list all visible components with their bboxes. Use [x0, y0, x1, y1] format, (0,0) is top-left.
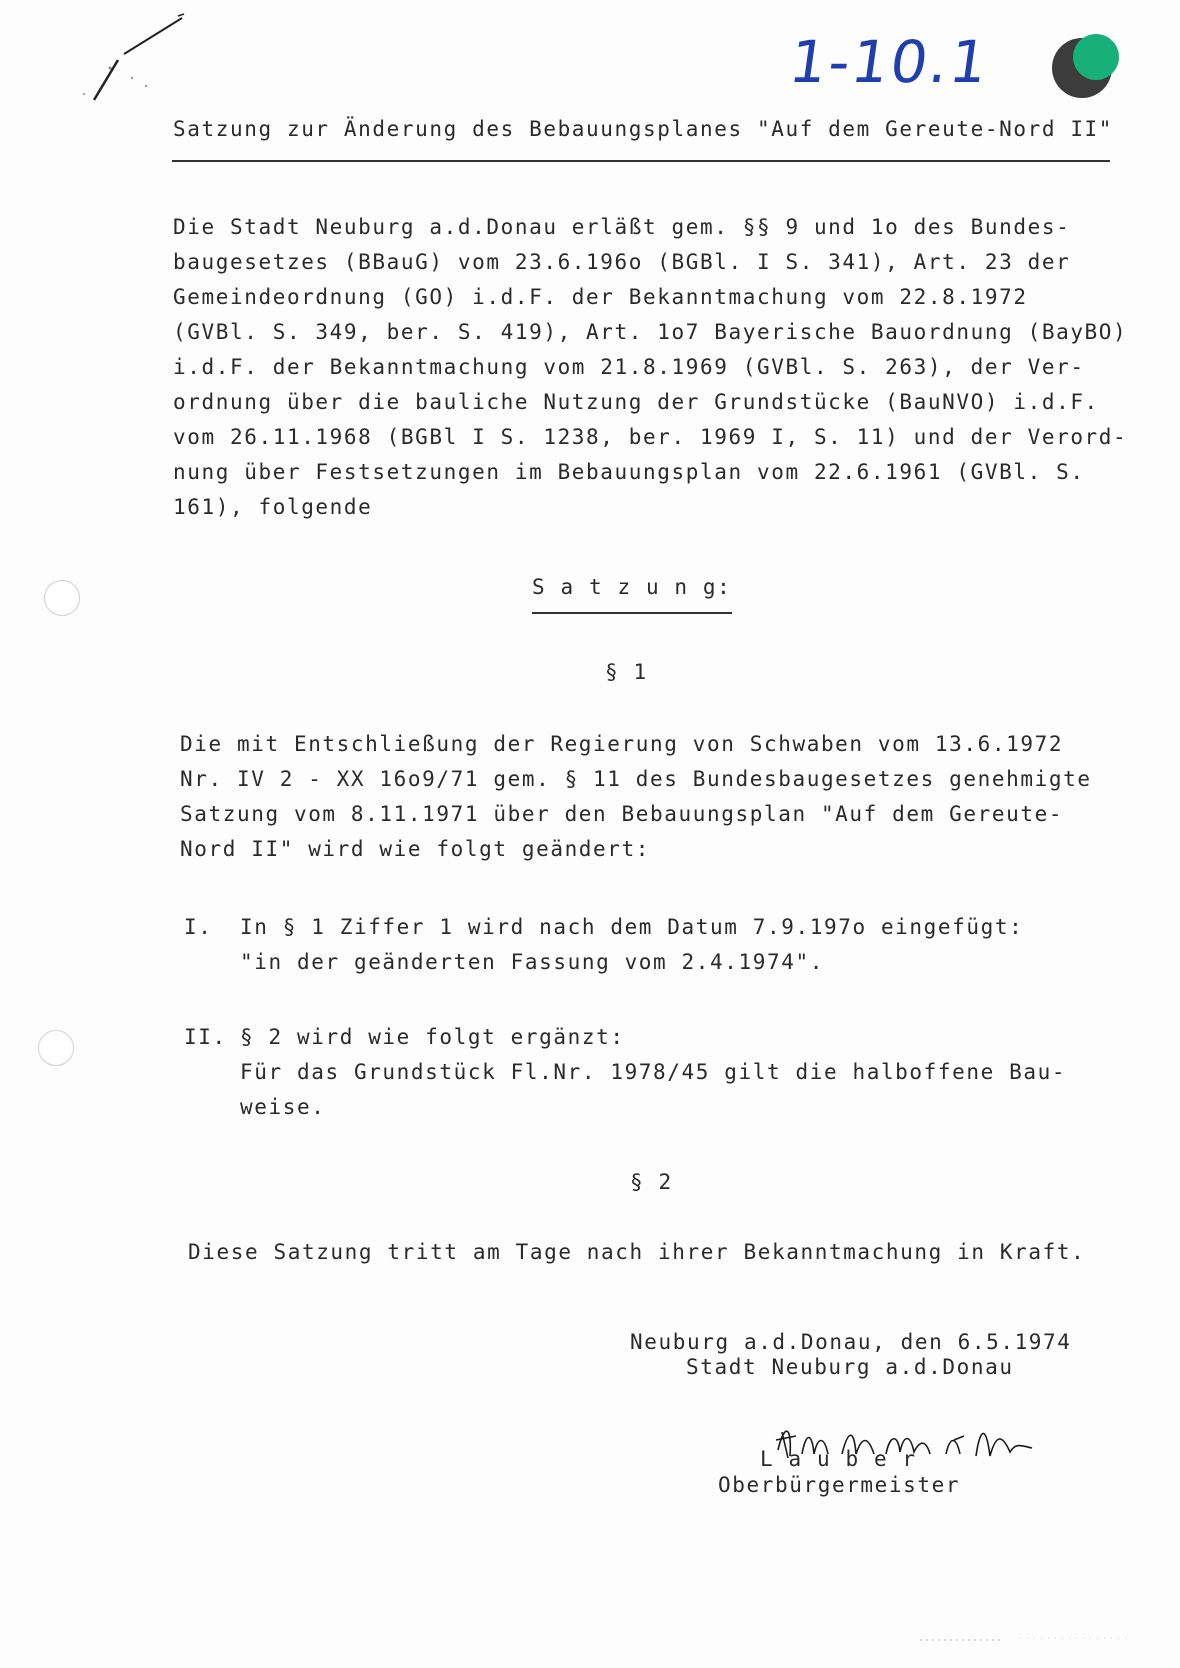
item-i-marker: I.	[184, 915, 213, 939]
punch-hole	[38, 1030, 74, 1066]
document-title: Satzung zur Änderung des Bebauungsplanes "Auf dem Gereute-Nord II"	[173, 117, 1114, 141]
satzung-underline	[532, 612, 732, 614]
section-1-heading: § 1	[605, 660, 648, 684]
authority-line: Stadt Neuburg a.d.Donau	[686, 1355, 1014, 1379]
item-ii-line: § 2 wird wie folgt ergänzt:	[240, 1025, 625, 1049]
punch-hole	[44, 580, 80, 616]
section-2-heading: § 2	[630, 1170, 673, 1194]
preamble-line: vom 26.11.1968 (BGBl I S. 1238, ber. 1969 I, S. 11) und der Verord-	[173, 425, 1128, 449]
section-1-line: Nord II" wird wie folgt geändert:	[180, 837, 651, 861]
title-underline	[172, 160, 1110, 162]
section-1-line: Die mit Entschließung der Regierung von Schwaben vom 13.6.1972	[180, 732, 1064, 756]
pen-scribble-mark	[60, 8, 200, 108]
item-ii-line: weise.	[240, 1095, 326, 1119]
green-sticker-dot	[1073, 34, 1119, 80]
signatory-name: L a u b e r	[760, 1447, 917, 1471]
section-1-line: Nr. IV 2 - XX 16o9/71 gem. § 11 des Bundesbaugesetzes genehmigte	[180, 767, 1092, 791]
place-date-line: Neuburg a.d.Donau, den 6.5.1974	[630, 1330, 1072, 1354]
item-ii-line: Für das Grundstück Fl.Nr. 1978/45 gilt die halboffene Bau-	[240, 1060, 1067, 1084]
signatory-position: Oberbürgermeister	[718, 1473, 961, 1497]
preamble-line: baugesetzes (BBauG) vom 23.6.196o (BGBl. I S. 341), Art. 23 der	[173, 250, 1071, 274]
preamble-line: Gemeindeordnung (GO) i.d.F. der Bekanntmachung vom 22.8.1972	[173, 285, 1028, 309]
item-i-line: In § 1 Ziffer 1 wird nach dem Datum 7.9.197o eingefügt:	[240, 915, 1024, 939]
section-1-line: Satzung vom 8.11.1971 über den Bebauungsplan "Auf dem Gereute-	[180, 802, 1064, 826]
item-ii-marker: II.	[184, 1025, 227, 1049]
preamble-line: (GVBl. S. 349, ber. S. 419), Art. 1o7 Bayerische Bauordnung (BayBO)	[173, 320, 1128, 344]
scan-speckle	[920, 1630, 1140, 1650]
satzung-heading: S a t z u n g:	[532, 575, 732, 599]
section-2-text: Diese Satzung tritt am Tage nach ihrer Bekanntmachung in Kraft.	[188, 1240, 1086, 1264]
preamble-line: 161), folgende	[173, 495, 373, 519]
preamble-line: Die Stadt Neuburg a.d.Donau erläßt gem. §§ 9 und 1o des Bundes-	[173, 215, 1071, 239]
preamble-line: i.d.F. der Bekanntmachung vom 21.8.1969 (GVBl. S. 263), der Ver-	[173, 355, 1085, 379]
item-i-line: "in der geänderten Fassung vom 2.4.1974".	[240, 950, 824, 974]
preamble-line: nung über Festsetzungen im Bebauungsplan vom 22.6.1961 (GVBl. S.	[173, 460, 1085, 484]
archive-number-stamp: 1-10.1	[785, 28, 994, 96]
preamble-line: ordnung über die bauliche Nutzung der Grundstücke (BauNVO) i.d.F.	[173, 390, 1099, 414]
